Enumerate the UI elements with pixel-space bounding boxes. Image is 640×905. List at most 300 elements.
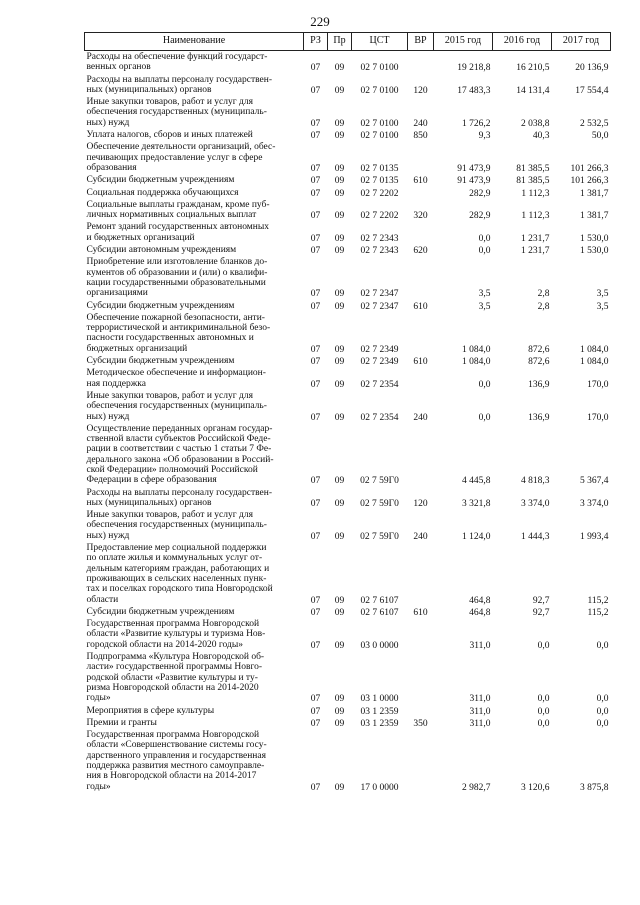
header-rz: РЗ bbox=[304, 33, 328, 51]
row-name-line: дельным категориям граждан, работающих и bbox=[86, 563, 270, 574]
rz-cell: 07 bbox=[310, 246, 321, 257]
vr-cell bbox=[408, 312, 434, 355]
cst-cell: 02 7 0100 bbox=[360, 118, 399, 129]
row-name-line: области bbox=[86, 594, 119, 605]
value-2017-cell: 1 530,0 bbox=[580, 233, 609, 244]
row-name-line: обеспечения государственных (муниципаль- bbox=[86, 401, 267, 412]
value-2017-cell: 1 381,7 bbox=[580, 188, 609, 199]
header-2015: 2015 год bbox=[434, 33, 493, 51]
header-2017: 2017 год bbox=[552, 33, 611, 51]
row-name-cell bbox=[85, 221, 304, 244]
value-2017-cell: 1 084,0 bbox=[580, 357, 609, 368]
value-2015-cell: 19 218,8 bbox=[457, 63, 491, 74]
table-row bbox=[85, 312, 611, 355]
vr-cell: 120 bbox=[413, 85, 428, 96]
value-2017-cell: 101 266,3 bbox=[570, 176, 609, 187]
cst-cell: 02 7 2349 bbox=[360, 357, 399, 368]
rz-cell: 07 bbox=[310, 640, 321, 651]
pr-cell: 09 bbox=[334, 706, 345, 717]
row-name-line: пасности государственных автономных и bbox=[86, 333, 254, 344]
header-name: Наименование bbox=[85, 33, 304, 51]
vr-cell bbox=[408, 141, 434, 174]
vr-cell bbox=[408, 651, 434, 704]
pr-cell: 09 bbox=[334, 118, 345, 129]
vr-cell: 350 bbox=[413, 718, 428, 729]
row-name-cell bbox=[85, 51, 304, 74]
pr-cell: 09 bbox=[334, 379, 345, 390]
row-name-cell bbox=[85, 174, 304, 186]
value-2015-cell: 91 473,9 bbox=[457, 163, 491, 174]
value-2016-cell: 0,0 bbox=[537, 706, 550, 717]
row-name-line: обеспечения государственных (муниципаль- bbox=[86, 107, 267, 118]
vr-cell: 850 bbox=[413, 131, 428, 142]
table-row bbox=[85, 651, 611, 704]
value-2016-cell: 872,6 bbox=[528, 357, 550, 368]
value-2016-cell: 1 112,3 bbox=[521, 211, 550, 222]
row-name-cell bbox=[85, 717, 304, 729]
cst-cell: 02 7 59Г0 bbox=[360, 531, 399, 542]
row-name-line: тах и поселках городского типа Новгородской bbox=[86, 584, 273, 595]
pr-cell: 09 bbox=[334, 211, 345, 222]
row-name-cell bbox=[85, 199, 304, 222]
row-name-line: Федерации в сфере образования bbox=[86, 475, 217, 486]
pr-cell: 09 bbox=[334, 131, 345, 142]
row-name-line: бюджетных организаций bbox=[86, 343, 188, 354]
vr-cell: 610 bbox=[413, 301, 428, 312]
row-name-line: ственной власти субъектов Российской Феде- bbox=[86, 434, 271, 445]
value-2017-cell: 0,0 bbox=[596, 694, 609, 705]
row-name-line: Иные закупки товаров, работ и услуг для bbox=[86, 510, 253, 521]
vr-cell: 610 bbox=[413, 176, 428, 187]
value-2015-cell: 17 483,3 bbox=[457, 85, 491, 96]
row-name-line: личных нормативных социальных выплат bbox=[86, 210, 257, 221]
row-name-line: Предоставление мер социальной поддержки bbox=[86, 543, 267, 554]
value-2017-cell: 170,0 bbox=[587, 379, 609, 390]
row-name-line: образования bbox=[86, 162, 137, 173]
value-2016-cell: 81 385,5 bbox=[516, 176, 550, 187]
row-name-cell bbox=[85, 244, 304, 256]
rz-cell: 07 bbox=[310, 301, 321, 312]
row-name-line: Уплата налогов, сборов и иных платежей bbox=[86, 130, 253, 141]
value-2017-cell: 3,5 bbox=[596, 289, 609, 300]
pr-cell: 09 bbox=[334, 531, 345, 542]
cst-cell: 03 0 0000 bbox=[360, 640, 399, 651]
row-name-line: Субсидии бюджетным учреждениям bbox=[86, 606, 235, 617]
table-row bbox=[85, 300, 611, 312]
row-name-line: Ремонт зданий государственных автономных bbox=[86, 222, 270, 233]
pr-cell: 09 bbox=[334, 188, 345, 199]
value-2015-cell: 1 084,0 bbox=[462, 357, 491, 368]
row-name-line: проживающих в сельских населенных пунк- bbox=[86, 573, 267, 584]
table-row bbox=[85, 717, 611, 729]
cst-cell: 02 7 0135 bbox=[360, 176, 399, 187]
row-name-cell bbox=[85, 705, 304, 717]
row-name-cell bbox=[85, 300, 304, 312]
value-2017-cell: 5 367,4 bbox=[580, 476, 609, 487]
row-name-cell bbox=[85, 256, 304, 299]
value-2016-cell: 1 112,3 bbox=[521, 188, 550, 199]
value-2017-cell: 0,0 bbox=[596, 706, 609, 717]
vr-cell bbox=[408, 187, 434, 199]
row-name-cell bbox=[85, 487, 304, 510]
row-name-line: кации государственными образовательными bbox=[86, 277, 266, 288]
value-2016-cell: 0,0 bbox=[537, 640, 550, 651]
row-name-line: Субсидии бюджетным учреждениям bbox=[86, 175, 235, 186]
row-name-line: Социальная поддержка обучающихся bbox=[86, 187, 239, 198]
pr-cell: 09 bbox=[334, 85, 345, 96]
row-name-cell bbox=[85, 423, 304, 487]
row-name-line: ных (муниципальных) органов bbox=[86, 84, 212, 95]
value-2015-cell: 2 982,7 bbox=[462, 782, 491, 793]
rz-cell: 07 bbox=[310, 163, 321, 174]
row-name-cell bbox=[85, 141, 304, 174]
value-2015-cell: 4 445,8 bbox=[462, 476, 491, 487]
cst-cell: 02 7 2202 bbox=[360, 211, 399, 222]
cst-cell: 02 7 59Г0 bbox=[360, 476, 399, 487]
value-2016-cell: 0,0 bbox=[537, 718, 550, 729]
value-2015-cell: 464,8 bbox=[469, 607, 491, 618]
rz-cell: 07 bbox=[310, 607, 321, 618]
value-2015-cell: 311,0 bbox=[469, 640, 491, 651]
row-name-line: Расходы на выплаты персоналу государствен- bbox=[86, 74, 273, 85]
value-2017-cell: 0,0 bbox=[596, 718, 609, 729]
row-name-line: поддержка развития местного самоуправле- bbox=[86, 761, 265, 771]
row-name-line: по оплате жилья и коммунальных услуг от- bbox=[86, 553, 263, 564]
table-row bbox=[85, 618, 611, 651]
vr-cell bbox=[408, 221, 434, 244]
row-name-line: дарственного управления и государственная bbox=[86, 750, 266, 761]
value-2016-cell: 136,9 bbox=[528, 412, 550, 423]
value-2015-cell: 91 473,9 bbox=[457, 176, 491, 187]
value-2017-cell: 20 136,9 bbox=[575, 63, 609, 74]
row-name-line: Иные закупки товаров, работ и услуг для bbox=[86, 97, 253, 108]
header-cst: ЦСТ bbox=[352, 33, 408, 51]
value-2016-cell: 14 131,4 bbox=[516, 85, 550, 96]
row-name-cell bbox=[85, 509, 304, 542]
cst-cell: 02 7 6107 bbox=[360, 595, 399, 606]
row-name-cell bbox=[85, 129, 304, 141]
rz-cell: 07 bbox=[310, 357, 321, 368]
cst-cell: 03 1 0000 bbox=[360, 694, 399, 705]
row-name-line: городской области на 2014-2020 годы» bbox=[86, 639, 243, 650]
table-row bbox=[85, 256, 611, 299]
row-name-line: Государственная программа Новгородской bbox=[86, 619, 260, 630]
row-name-cell bbox=[85, 355, 304, 367]
pr-cell: 09 bbox=[334, 498, 345, 509]
row-name-line: Методическое обеспечение и информацион- bbox=[86, 368, 266, 379]
rz-cell: 07 bbox=[310, 782, 321, 793]
pr-cell: 09 bbox=[334, 412, 345, 423]
table-row bbox=[85, 96, 611, 129]
row-name-line: ризма Новгородской области на 2014-2020 bbox=[86, 682, 259, 693]
row-name-line: области «Развитие культуры и туризма Нов- bbox=[86, 629, 266, 640]
row-name-cell bbox=[85, 96, 304, 129]
value-2017-cell: 1 993,4 bbox=[580, 531, 609, 542]
row-name-line: ласти» государственной программы Новго- bbox=[86, 662, 263, 673]
value-2017-cell: 0,0 bbox=[596, 640, 609, 651]
rz-cell: 07 bbox=[310, 694, 321, 705]
value-2017-cell: 170,0 bbox=[587, 412, 609, 423]
cst-cell: 03 1 2359 bbox=[360, 718, 399, 729]
value-2015-cell: 282,9 bbox=[469, 188, 491, 199]
row-name-line: ных) нужд bbox=[86, 530, 130, 541]
pr-cell: 09 bbox=[334, 246, 345, 257]
pr-cell: 09 bbox=[334, 718, 345, 729]
vr-cell bbox=[408, 618, 434, 651]
value-2015-cell: 3,5 bbox=[478, 301, 491, 312]
value-2016-cell: 92,7 bbox=[532, 607, 550, 618]
vr-cell: 120 bbox=[413, 498, 428, 509]
row-name-line: Иные закупки товаров, работ и услуг для bbox=[86, 390, 253, 401]
rz-cell: 07 bbox=[310, 176, 321, 187]
row-name-line: ных) нужд bbox=[86, 411, 130, 422]
value-2015-cell: 0,0 bbox=[478, 379, 491, 390]
rz-cell: 07 bbox=[310, 476, 321, 487]
table-row bbox=[85, 141, 611, 174]
row-name-line: обеспечения государственных (муниципаль- bbox=[86, 520, 267, 531]
rz-cell: 07 bbox=[310, 211, 321, 222]
row-name-cell bbox=[85, 187, 304, 199]
vr-cell: 240 bbox=[413, 118, 428, 129]
row-name-cell bbox=[85, 618, 304, 651]
value-2017-cell: 3 875,8 bbox=[580, 782, 609, 793]
row-name-line: ная поддержка bbox=[86, 378, 146, 389]
cst-cell: 17 0 0000 bbox=[360, 782, 399, 793]
row-name-cell bbox=[85, 312, 304, 355]
pr-cell: 09 bbox=[334, 63, 345, 74]
row-name-cell bbox=[85, 651, 304, 704]
value-2015-cell: 1 124,0 bbox=[462, 531, 491, 542]
vr-cell bbox=[408, 256, 434, 299]
table-row bbox=[85, 705, 611, 717]
value-2015-cell: 0,0 bbox=[478, 246, 491, 257]
row-name-line: Расходы на выплаты персоналу государствен- bbox=[86, 487, 273, 498]
table-row bbox=[85, 355, 611, 367]
pr-cell: 09 bbox=[334, 344, 345, 355]
rz-cell: 07 bbox=[310, 412, 321, 423]
row-name-line: ных) нужд bbox=[86, 117, 130, 128]
table-row bbox=[85, 542, 611, 606]
value-2017-cell: 3,5 bbox=[596, 301, 609, 312]
table-row bbox=[85, 51, 611, 74]
rz-cell: 07 bbox=[310, 531, 321, 542]
pr-cell: 09 bbox=[334, 595, 345, 606]
cst-cell: 02 7 59Г0 bbox=[360, 498, 399, 509]
row-name-line: Премии и гранты bbox=[86, 717, 157, 728]
value-2016-cell: 40,3 bbox=[532, 131, 550, 142]
rz-cell: 07 bbox=[310, 289, 321, 300]
row-name-line: Субсидии автономным учреждениям bbox=[86, 245, 237, 256]
table-row bbox=[85, 390, 611, 423]
table-row bbox=[85, 187, 611, 199]
value-2017-cell: 115,2 bbox=[587, 595, 609, 606]
table-row bbox=[85, 487, 611, 510]
cst-cell: 02 7 0100 bbox=[360, 131, 399, 142]
value-2015-cell: 311,0 bbox=[469, 718, 491, 729]
value-2015-cell: 282,9 bbox=[469, 211, 491, 222]
value-2017-cell: 1 381,7 bbox=[580, 211, 609, 222]
rz-cell: 07 bbox=[310, 85, 321, 96]
row-name-line: Социальные выплаты гражданам, кроме пуб- bbox=[86, 199, 270, 210]
row-name-line: Обеспечение пожарной безопасности, анти- bbox=[86, 312, 265, 323]
row-name-line: организациями bbox=[86, 288, 148, 299]
value-2016-cell: 2,8 bbox=[537, 301, 550, 312]
vr-cell: 610 bbox=[413, 357, 428, 368]
page-number: 229 bbox=[310, 14, 330, 29]
row-name-line: родской области «Развитие культуры и ту- bbox=[86, 672, 258, 683]
budget-table bbox=[84, 32, 611, 793]
row-name-line: ния в Новгородской области на 2014-2017 bbox=[86, 771, 257, 782]
table-row bbox=[85, 129, 611, 141]
value-2015-cell: 3,5 bbox=[478, 289, 491, 300]
rz-cell: 07 bbox=[310, 379, 321, 390]
value-2016-cell: 92,7 bbox=[532, 595, 550, 606]
cst-cell: 02 7 2354 bbox=[360, 379, 399, 390]
value-2015-cell: 0,0 bbox=[478, 233, 491, 244]
rz-cell: 07 bbox=[310, 718, 321, 729]
row-name-line: Приобретение или изготовление бланков до- bbox=[86, 257, 268, 268]
row-name-line: ных (муниципальных) органов bbox=[86, 497, 212, 508]
cst-cell: 02 7 0135 bbox=[360, 163, 399, 174]
vr-cell bbox=[408, 705, 434, 717]
cst-cell: 02 7 0100 bbox=[360, 85, 399, 96]
value-2016-cell: 1 444,3 bbox=[521, 531, 550, 542]
row-name-line: Осуществление переданных органам государ- bbox=[86, 423, 273, 434]
value-2015-cell: 1 084,0 bbox=[462, 344, 491, 355]
rz-cell: 07 bbox=[310, 131, 321, 142]
value-2016-cell: 16 210,5 bbox=[516, 63, 550, 74]
vr-cell bbox=[408, 51, 434, 74]
value-2017-cell: 50,0 bbox=[591, 131, 609, 142]
row-name-line: рации в соответствии с частью 1 статьи 7 Фе- bbox=[86, 444, 272, 455]
vr-cell bbox=[408, 729, 434, 793]
pr-cell: 09 bbox=[334, 476, 345, 487]
vr-cell bbox=[408, 542, 434, 606]
row-name-line: дерального закона «Об образовании в Россий- bbox=[86, 454, 274, 465]
value-2016-cell: 872,6 bbox=[528, 344, 550, 355]
row-name-line: годы» bbox=[86, 781, 111, 792]
rz-cell: 07 bbox=[310, 63, 321, 74]
value-2016-cell: 81 385,5 bbox=[516, 163, 550, 174]
value-2016-cell: 136,9 bbox=[528, 379, 550, 390]
cst-cell: 02 7 2349 bbox=[360, 344, 399, 355]
row-name-cell bbox=[85, 390, 304, 423]
table-row bbox=[85, 199, 611, 222]
value-2015-cell: 464,8 bbox=[469, 595, 491, 606]
header-pr: Пр bbox=[328, 33, 352, 51]
cst-cell: 02 7 2354 bbox=[360, 412, 399, 423]
table-row bbox=[85, 729, 611, 793]
table-body bbox=[85, 51, 611, 793]
row-name-line: ской Федерации» полномочий Российской bbox=[86, 464, 258, 475]
rz-cell: 07 bbox=[310, 344, 321, 355]
rz-cell: 07 bbox=[310, 706, 321, 717]
row-name-line: области «Совершенствование системы госу- bbox=[86, 740, 267, 751]
row-name-line: Расходы на обеспечение функций государст- bbox=[86, 52, 268, 62]
value-2015-cell: 0,0 bbox=[478, 412, 491, 423]
value-2017-cell: 1 530,0 bbox=[580, 246, 609, 257]
cst-cell: 02 7 6107 bbox=[360, 607, 399, 618]
row-name-cell bbox=[85, 367, 304, 390]
value-2015-cell: 3 321,8 bbox=[462, 498, 491, 509]
pr-cell: 09 bbox=[334, 233, 345, 244]
table-row bbox=[85, 367, 611, 390]
value-2015-cell: 311,0 bbox=[469, 694, 491, 705]
value-2017-cell: 2 532,5 bbox=[580, 118, 609, 129]
rz-cell: 07 bbox=[310, 118, 321, 129]
value-2016-cell: 1 231,7 bbox=[521, 233, 550, 244]
value-2016-cell: 3 120,6 bbox=[521, 782, 550, 793]
cst-cell: 02 7 0100 bbox=[360, 63, 399, 74]
pr-cell: 09 bbox=[334, 289, 345, 300]
value-2016-cell: 2,8 bbox=[537, 289, 550, 300]
cst-cell: 02 7 2343 bbox=[360, 233, 399, 244]
row-name-line: печивающих предоставление услуг в сфере bbox=[86, 152, 263, 163]
cst-cell: 03 1 2359 bbox=[360, 706, 399, 717]
vr-cell: 320 bbox=[413, 211, 428, 222]
value-2016-cell: 0,0 bbox=[537, 694, 550, 705]
table-row bbox=[85, 606, 611, 618]
row-name-cell bbox=[85, 74, 304, 97]
row-name-line: венных органов bbox=[86, 62, 151, 73]
rz-cell: 07 bbox=[310, 233, 321, 244]
pr-cell: 09 bbox=[334, 301, 345, 312]
row-name-cell bbox=[85, 729, 304, 793]
value-2016-cell: 4 818,3 bbox=[521, 476, 550, 487]
table-row bbox=[85, 423, 611, 487]
row-name-cell bbox=[85, 542, 304, 606]
value-2015-cell: 9,3 bbox=[478, 131, 491, 142]
header-2016: 2016 год bbox=[493, 33, 552, 51]
row-name-cell bbox=[85, 606, 304, 618]
row-name-line: Обеспечение деятельности организаций, обес- bbox=[86, 142, 276, 153]
pr-cell: 09 bbox=[334, 694, 345, 705]
vr-cell bbox=[408, 423, 434, 487]
vr-cell: 240 bbox=[413, 412, 428, 423]
table-row bbox=[85, 244, 611, 256]
row-name-line: Государственная программа Новгородской bbox=[86, 730, 260, 741]
row-name-line: Субсидии бюджетным учреждениям bbox=[86, 300, 235, 311]
cst-cell: 02 7 2202 bbox=[360, 188, 399, 199]
cst-cell: 02 7 2343 bbox=[360, 246, 399, 257]
row-name-line: Мероприятия в сфере культуры bbox=[86, 705, 215, 716]
pr-cell: 09 bbox=[334, 782, 345, 793]
value-2017-cell: 115,2 bbox=[587, 607, 609, 618]
value-2015-cell: 311,0 bbox=[469, 706, 491, 717]
pr-cell: 09 bbox=[334, 607, 345, 618]
rz-cell: 07 bbox=[310, 188, 321, 199]
table-header-row bbox=[85, 33, 611, 51]
row-name-line: террористической и антикриминальной безо- bbox=[86, 323, 271, 334]
value-2016-cell: 3 374,0 bbox=[521, 498, 550, 509]
row-name-line: и бюджетных организаций bbox=[86, 232, 195, 243]
table-row bbox=[85, 509, 611, 542]
value-2017-cell: 1 084,0 bbox=[580, 344, 609, 355]
rz-cell: 07 bbox=[310, 498, 321, 509]
value-2016-cell: 2 038,8 bbox=[521, 118, 550, 129]
vr-cell: 620 bbox=[413, 246, 428, 257]
table-row bbox=[85, 221, 611, 244]
row-name-line: Субсидии бюджетным учреждениям bbox=[86, 356, 235, 367]
row-name-line: Подпрограмма «Культура Новгородской об- bbox=[86, 652, 265, 663]
value-2017-cell: 101 266,3 bbox=[570, 163, 609, 174]
vr-cell bbox=[408, 367, 434, 390]
table-row bbox=[85, 174, 611, 186]
rz-cell: 07 bbox=[310, 595, 321, 606]
value-2015-cell: 1 726,2 bbox=[462, 118, 491, 129]
pr-cell: 09 bbox=[334, 640, 345, 651]
header-vr: ВР bbox=[408, 33, 434, 51]
